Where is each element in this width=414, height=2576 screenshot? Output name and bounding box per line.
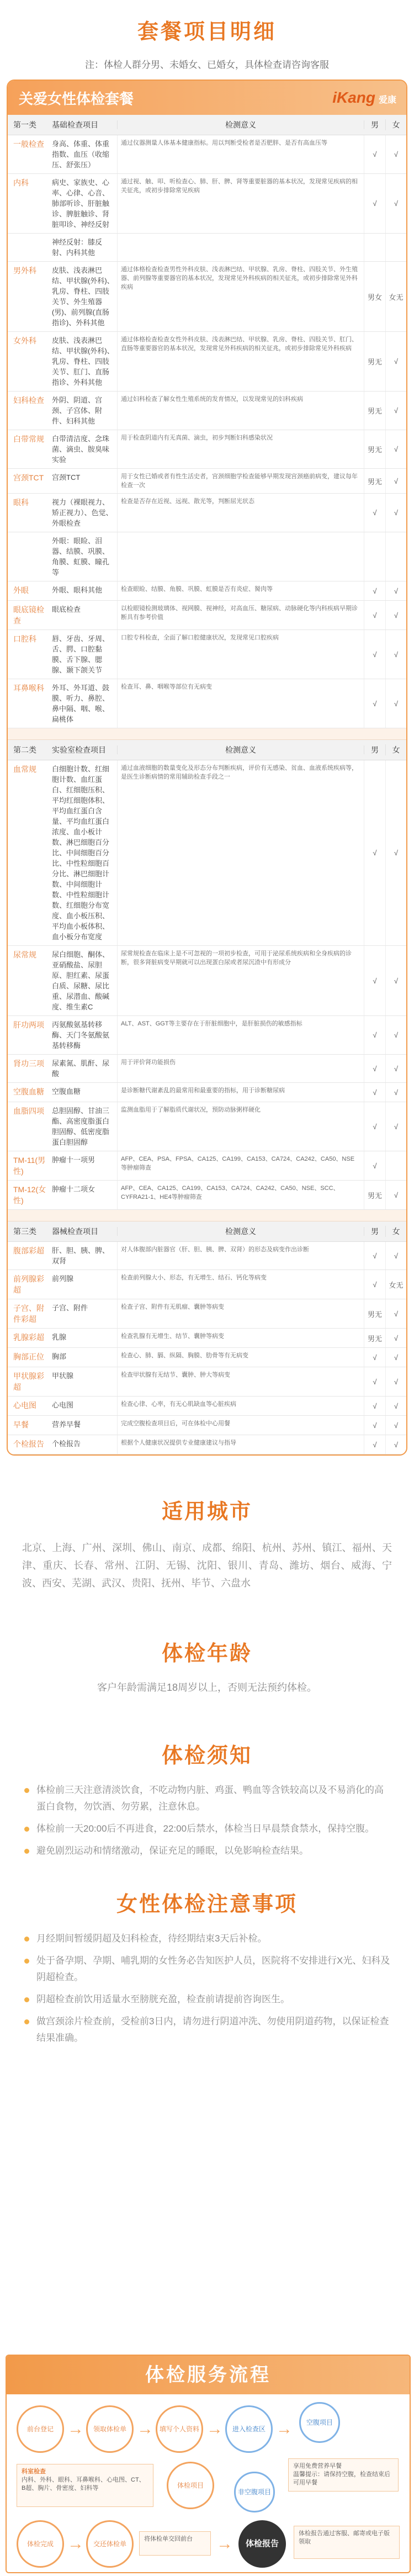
row-category — [8, 532, 50, 581]
row-female: √ — [385, 135, 406, 173]
row-items: 白细胞计数、红细胞计数、血红蛋白、红细胞压积、平均红细胞体积、平均血红蛋白含量、平均血红蛋白浓度、血小板计数、淋巴细胞百分比、中间细胞百分比、中性粒细胞百分比、淋巴细胞计数、中间细胞计数、中性粒细胞计数、红细胞分布宽度、血小板压积、平均血小板体积、血小板分布宽度 — [52, 765, 110, 941]
notice-item: 避免剧烈运动和情绪激动，保证充足的睡眠，以免影响检查结果。 — [22, 1843, 392, 1859]
row-meaning: 检查耳、鼻、咽喉等部位有无病变 — [117, 679, 364, 728]
section-basic — [8, 115, 406, 728]
row-male: 男无 — [367, 1191, 382, 1200]
table-row — [8, 1367, 406, 1397]
table-row — [8, 1016, 406, 1055]
row-meaning: 检查是否存在近视、远视、散光等，判断屈光状态 — [117, 494, 364, 532]
row-female: √ — [385, 1016, 406, 1054]
section-lab — [8, 740, 406, 1210]
col-meaning: 检测意义 — [117, 745, 364, 754]
flow-node-enter-area: 进入检查区 — [225, 2405, 273, 2453]
table-row — [8, 469, 406, 494]
table-row — [8, 679, 406, 728]
row-items: 唇、牙齿、牙周、舌、腭、口腔黏膜、舌下腺、腮腺、颞下颌关节 — [52, 634, 110, 674]
row-meaning: 检查子宫、附件有无肌瘤、囊肿等病变 — [117, 1299, 364, 1328]
package-name: 关爱女性体检套餐 — [19, 90, 134, 107]
row-items: 病史、家族史、心率、心律、心音、肺部听诊、肝脏触诊、脾脏触诊、肾脏叩诊、神经反射 — [52, 178, 110, 229]
table-header-device — [8, 1221, 406, 1242]
row-meaning: 尿常规检查在临床上是不可忽视的一项初步检查，可用于泌尿系统疾病和全身疾病的诊断，很多肾脏病变早期就可以出现蛋白尿或者尿沉渣中有形成分 — [117, 946, 364, 1015]
row-items: 肝、胆、胰、脾、双肾 — [52, 1246, 110, 1265]
table-header-basic — [8, 115, 406, 135]
brand-name: iKang — [332, 89, 375, 106]
row-female: √ — [385, 1367, 406, 1396]
col-items: 实验室检查项目 — [52, 745, 106, 754]
col-male: 男 — [371, 120, 379, 129]
table-row — [8, 1181, 406, 1210]
row-male: √ — [373, 1251, 377, 1260]
row-meaning: 通过妇科检查了解女性生殖系统的发育情况，以发现常见的妇科疾病 — [117, 392, 364, 430]
arrow-right-icon: → — [276, 2420, 293, 2438]
row-female: √ — [385, 1416, 406, 1435]
row-meaning: 根据个人健康状况提供专业健康建议与指导 — [117, 1435, 364, 1454]
cities-section — [0, 1494, 414, 1592]
row-items: 皮肤、浅表淋巴结、甲状腺(外科)、乳房、脊柱、四肢关节、外生殖器(男)、前列腺(直肠指诊)、外科其他 — [52, 266, 114, 327]
row-meaning: 用于女性已婚或者有性生活史者，宫颈细胞学检查能够早期发现宫颈癌前病变，建议每年检查一次 — [117, 469, 364, 493]
row-meaning: 通过体格检查检查女性外科皮肤、浅表淋巴结、甲状腺、乳房、脊柱、四肢关节、肛门、直肠等重要器官的基本状况，发现常见外科疾病的相关征兆，或初步排除常见外科疾病 — [117, 332, 364, 391]
row-male: 男女 — [367, 293, 382, 301]
row-female: √ — [385, 1181, 406, 1209]
row-items: 乳腺 — [52, 1333, 67, 1341]
row-female — [385, 234, 406, 261]
row-male: √ — [373, 699, 377, 708]
col-category: 第二类 — [13, 745, 36, 754]
row-female: √ — [385, 946, 406, 1015]
row-male: √ — [373, 1031, 377, 1039]
row-male: √ — [373, 586, 377, 595]
row-meaning: 检查乳腺有无增生、结节、囊肿等病变 — [117, 1329, 364, 1347]
col-category: 第一类 — [13, 120, 36, 129]
row-items: 眼底检查 — [52, 605, 81, 613]
row-items: 心电图 — [52, 1401, 74, 1409]
table-row — [8, 532, 406, 581]
table-row — [8, 262, 406, 332]
row-meaning: 检查心律、心率，有无心肌缺血等心脏疾病 — [117, 1397, 364, 1415]
row-female: √ — [385, 1299, 406, 1328]
table-row — [8, 494, 406, 532]
female-notice-section — [0, 1887, 414, 2046]
row-items: 外眼：眼睑、泪器、结膜、巩膜、角膜、虹膜、瞳孔等 — [52, 537, 110, 576]
row-male: 男无 — [367, 1310, 382, 1319]
row-male: √ — [373, 150, 377, 158]
table-row — [8, 430, 406, 469]
col-female: 女 — [385, 119, 406, 130]
row-female: 女无 — [385, 262, 406, 331]
section-device — [8, 1221, 406, 1454]
row-items: 外耳、外耳道、鼓膜、听力、鼻腔、鼻中隔、咽、喉、扁桃体 — [52, 684, 110, 723]
table-row — [8, 1348, 406, 1367]
row-category: TM-12(女性) — [13, 1185, 46, 1205]
row-meaning: 通过视、触、叩、听检查心、肺、肝、脾、肾等重要脏器的基本状况，发现常见疾病的相关征兆，或初步排除常见疾病 — [117, 174, 364, 233]
row-female: √ — [385, 679, 406, 728]
row-category: 早餐 — [13, 1420, 29, 1429]
row-male: √ — [373, 611, 377, 620]
flow-node-non-fasting: 非空腹项目 — [234, 2472, 275, 2512]
notice-list — [0, 1782, 414, 1859]
table-row — [8, 1397, 406, 1416]
row-male: 男无 — [367, 358, 382, 366]
row-items: 子宫、附件 — [52, 1304, 88, 1312]
row-male: 男无 — [367, 446, 382, 454]
row-male: √ — [373, 1421, 377, 1430]
table-row — [8, 234, 406, 262]
table-row — [8, 1270, 406, 1299]
col-female: 女 — [385, 1226, 406, 1237]
row-female: √ — [385, 1242, 406, 1270]
row-male: √ — [373, 1353, 377, 1362]
service-flow — [6, 2355, 411, 2573]
row-female: √ — [385, 1397, 406, 1415]
row-category: 个检报告 — [13, 1440, 44, 1448]
col-meaning: 检测意义 — [117, 1227, 364, 1236]
row-meaning: 以检眼镜检测玻璃体、视网膜、视神经，对高血压、糖尿病、动脉硬化等内科疾病早期诊断具有参考价值 — [117, 601, 364, 630]
notice-section — [0, 1738, 414, 1859]
table-row — [8, 332, 406, 392]
row-category: 心电图 — [13, 1401, 36, 1410]
row-meaning: 通过仪器测量人体基本健康指标。用以判断受检者是否肥胖、是否有高血压等 — [117, 135, 364, 173]
table-row — [8, 174, 406, 234]
table-row — [8, 1242, 406, 1270]
row-male: √ — [373, 1280, 377, 1289]
col-female: 女 — [385, 744, 406, 755]
submit-box — [139, 2531, 211, 2556]
row-items: 空腹血糖 — [52, 1087, 81, 1096]
col-items: 器械检查项目 — [52, 1226, 98, 1236]
flow-node-get-form: 领取体检单 — [86, 2405, 134, 2453]
breakfast-box — [288, 2458, 399, 2492]
row-male: √ — [373, 1440, 377, 1449]
row-female: √ — [385, 332, 406, 391]
row-items: 甲状腺 — [52, 1372, 74, 1380]
row-category: 女外科 — [13, 336, 36, 345]
table-row — [8, 581, 406, 601]
flow-node-exam: 体检项目 — [167, 2462, 214, 2509]
check-items-box — [17, 2464, 153, 2507]
page-title: 套餐项目明细 — [137, 20, 277, 44]
table-row — [8, 1151, 406, 1181]
row-female: √ — [385, 601, 406, 630]
row-meaning — [117, 234, 364, 261]
col-items: 基础检查项目 — [52, 120, 98, 129]
brand-logo — [332, 89, 396, 107]
row-female: √ — [385, 1083, 406, 1102]
row-category: 尿常规 — [13, 950, 36, 959]
table-row — [8, 1329, 406, 1348]
row-male — [364, 532, 385, 581]
table-row — [8, 135, 406, 174]
row-items: 视力（裸眼视力、矫正视力）、色觉、外眼检查 — [52, 498, 113, 527]
row-items: 前列腺 — [52, 1274, 74, 1283]
row-category: 甲状腺彩超 — [13, 1372, 44, 1392]
row-category: TM-11(男性) — [13, 1156, 46, 1176]
table-row — [8, 1299, 406, 1329]
notice-item: 体检前一天20:00后不再进食，22:00后禁水，体检当日早晨禁食禁水，保持空腹。 — [22, 1821, 392, 1837]
row-items: 宫颈TCT — [52, 473, 81, 482]
row-items: 皮肤、浅表淋巴结、甲状腺(外科)、乳房、脊柱、四肢关节、肛门、直肠指诊、外科其他 — [52, 336, 114, 387]
row-meaning: 通过血液细胞的数量变化及形态分布判断疾病，评价有无感染、贫血、血液系统疾病等，是医生诊断病情的常用辅助检查手段之一 — [117, 760, 364, 945]
row-category: 空腹血糖 — [13, 1087, 44, 1096]
row-items: 胸部 — [52, 1352, 67, 1361]
row-meaning: 用于评价肾功能损伤 — [117, 1055, 364, 1082]
cities-title: 适用城市 — [161, 1500, 252, 1524]
report-text: 体检报告通过客服、邮寄或电子版领取 — [299, 2530, 390, 2545]
row-category: 血脂四项 — [13, 1107, 44, 1115]
row-meaning: 是诊断糖代谢紊乱的最常用和最重要的指标，用于诊断糖尿病 — [117, 1083, 364, 1102]
col-male: 男 — [371, 1227, 379, 1236]
check-items-text: 内科、外科、眼科、耳鼻喉科、心电图、CT、B超、胸片、骨密度、妇科等 — [22, 2477, 145, 2492]
cities-list: 北京、上海、广州、深圳、佛山、南京、成都、绵阳、杭州、苏州、镇江、福州、天津、重庆、长春、常州、江阴、无锡、沈阳、银川、青岛、潍坊、烟台、威海、宁波、西安、芜湖、武汉、贵阳、抚州、毕节、六盘水 — [22, 1542, 392, 1589]
row-category: 腹部彩超 — [13, 1246, 44, 1255]
row-male: √ — [373, 1064, 377, 1073]
row-items: 个检报告 — [52, 1440, 81, 1448]
row-male: 男无 — [367, 1334, 382, 1343]
female-notice-item: 月经期间暂缓阴超及妇科检查，待经期结束3天后补检。 — [22, 1930, 392, 1947]
row-female: √ — [385, 469, 406, 493]
table-row — [8, 601, 406, 630]
row-category: 血常规 — [13, 765, 36, 774]
row-female: √ — [385, 1435, 406, 1454]
flow-node-fasting: 空腹项目 — [299, 2402, 340, 2443]
row-female: √ — [385, 430, 406, 468]
package-header — [8, 81, 406, 115]
row-female: √ — [385, 1102, 406, 1151]
row-male: √ — [373, 509, 377, 517]
age-section — [0, 1636, 414, 1694]
row-meaning: 完成空腹检查项目后，可在体检中心用餐 — [117, 1416, 364, 1435]
table-body-basic — [8, 135, 406, 728]
row-female: √ — [385, 392, 406, 430]
row-category: 宫颈TCT — [13, 473, 44, 482]
row-female: √ — [385, 1329, 406, 1347]
row-meaning: 检查前列腺大小、形态，有无增生、结石、钙化等病变 — [117, 1270, 364, 1299]
row-category: 内科 — [13, 178, 29, 187]
table-body-lab — [8, 760, 406, 1210]
flow-node-return-form: 交还体检单 — [86, 2520, 134, 2568]
row-female: √ — [385, 760, 406, 945]
table-row — [8, 1416, 406, 1435]
arrow-right-icon: → — [67, 2420, 84, 2438]
row-meaning — [117, 532, 364, 581]
row-category: 口腔科 — [13, 634, 36, 643]
row-meaning: 通过体格检查检查男性外科皮肤、浅表淋巴结、甲状腺、乳房、脊柱、四肢关节、外生殖器、前列腺等重要器官的基本状况，发现常见外科疾病的相关征兆，或初步排除常见外科疾病 — [117, 262, 364, 331]
row-female: √ — [385, 581, 406, 600]
row-male: √ — [373, 976, 377, 985]
row-male — [364, 234, 385, 261]
arrow-right-icon: → — [137, 2420, 153, 2438]
row-items: 神经反射：膝反射、内科其他 — [52, 238, 103, 257]
warm-tips-text: 温馨提示：请保持空腹，检查结束后可用早餐 — [293, 2471, 390, 2486]
table-row — [8, 946, 406, 1016]
notice-item: 体检前三天注意清淡饮食，不吃动物内脏、鸡蛋、鸭血等含铁较高以及不易消化的高蛋白食物，勿饮酒、勿劳累，注意休息。 — [22, 1782, 392, 1815]
row-category: 一般检查 — [13, 140, 44, 149]
table-row — [8, 1083, 406, 1102]
row-items: 营养早餐 — [52, 1420, 81, 1429]
row-items: 总胆固醇、甘油三酯、高密度脂蛋白胆固醇、低密度脂蛋白胆固醇 — [52, 1107, 110, 1146]
female-notice-title: 女性体检注意事项 — [116, 1893, 298, 1916]
row-items: 丙氨酸氨基转移酶、天门冬氨酸氨基转移酶 — [52, 1020, 110, 1050]
row-female — [385, 532, 406, 581]
table-body-device — [8, 1242, 406, 1454]
row-meaning: 检查心、肺、膈、纵隔、胸膜、肋骨等有无病变 — [117, 1348, 364, 1367]
table-row — [8, 630, 406, 679]
table-row — [8, 392, 406, 430]
row-female: √ — [385, 1055, 406, 1082]
arrow-right-icon: → — [206, 2420, 223, 2438]
notice-title: 体检须知 — [161, 1744, 252, 1768]
row-female: √ — [385, 1348, 406, 1367]
table-header-lab — [8, 740, 406, 760]
submit-text: 将体检单交回前台 — [144, 2536, 193, 2542]
brand-name-cn: 爱康 — [378, 96, 396, 105]
age-text: 客户年龄需满足18周岁以上，否则无法预约体检。 — [97, 1682, 317, 1693]
row-items: 身高、体重、体重指数、血压（收缩压、舒张压） — [52, 140, 110, 169]
breakfast-text: 享用免费营养早餐 — [293, 2463, 342, 2469]
row-meaning: AFP、CEA、PSA、FPSA、CA125、CA199、CA153、CA724、CA242、CA50、NSE等肿瘤筛查 — [117, 1151, 364, 1180]
row-category: 男外科 — [13, 266, 36, 275]
row-meaning: 用于检查阴道内有无真菌、滴虫，初步判断妇科感染状况 — [117, 430, 364, 468]
row-meaning: 检查甲状腺有无结节、囊肿、肿大等病变 — [117, 1367, 364, 1396]
table-row — [8, 1435, 406, 1454]
header-note: 注：体检人群分男、未婚女、已婚女，具体检查请咨询客服 — [85, 60, 329, 70]
section-gap — [8, 728, 406, 740]
row-meaning: 口腔专科检查，全面了解口腔健康状况，发现常见口腔疾病 — [117, 630, 364, 679]
age-title: 体检年龄 — [161, 1642, 252, 1665]
row-female: √ — [385, 630, 406, 679]
flow-node-reception: 前台登记 — [17, 2405, 64, 2453]
section-gap — [8, 1210, 406, 1221]
row-category: 肾功三项 — [13, 1059, 44, 1068]
row-meaning: 检查眼睑、结膜、角膜、巩膜、虹膜是否有炎症、胬肉等 — [117, 581, 364, 600]
row-category: 耳鼻喉科 — [13, 684, 44, 692]
table-row — [8, 1102, 406, 1151]
row-category: 白带常规 — [13, 435, 44, 443]
row-male: √ — [373, 849, 377, 857]
row-male: 男无 — [367, 407, 382, 415]
flow-node-report: 体检报告 — [238, 2520, 286, 2568]
row-items: 尿白细胞、酮体、亚硝酸盐、尿胆原、胆红素、尿蛋白质、尿糖、尿比重、尿潜血、酸碱度、维生素C — [52, 950, 110, 1011]
row-male: √ — [373, 1088, 377, 1097]
header — [0, 0, 414, 76]
row-items: 肿瘤十二项女 — [52, 1185, 95, 1193]
row-category: 乳腺彩超 — [13, 1333, 44, 1342]
row-items: 外阴、阴道、宫颈、子宫体、附件、妇科其他 — [52, 396, 103, 425]
female-notice-item: 阴超检查前饮用适量水至膀胱充盈，检查前请提前咨询医生。 — [22, 1991, 392, 2008]
row-male: 男无 — [367, 477, 382, 486]
row-items: 尿素氮、肌酐、尿酸 — [52, 1059, 110, 1078]
flow-title: 体检服务流程 — [7, 2356, 410, 2394]
row-category: 肝功两项 — [13, 1020, 44, 1029]
row-male: √ — [373, 1377, 377, 1386]
row-items: 白带清洁度、念珠菌、滴虫、胺臭味实验 — [52, 435, 110, 464]
col-category: 第三类 — [13, 1227, 36, 1236]
row-meaning: 对人体腹部内脏器官（肝、胆、胰、脾、双肾）的形态及病变作出诊断 — [117, 1242, 364, 1270]
row-category: 眼科 — [13, 498, 29, 507]
row-meaning: ALT、AST、GGT等主要存在于肝脏细胞中，是肝脏损伤的敏感指标 — [117, 1016, 364, 1054]
row-category: 子宫、附件彩超 — [13, 1304, 44, 1324]
row-items: 外眼、眼科其他 — [52, 586, 103, 594]
row-male: √ — [373, 199, 377, 208]
col-male: 男 — [371, 745, 379, 754]
row-category: 前列腺彩超 — [13, 1274, 44, 1294]
row-meaning: AFP、CEA、CA125、CA199、CA153、CA724、CA242、CA50、NSE、SCC、CYFRA21-1、HE4等肿瘤筛查 — [117, 1181, 364, 1209]
row-male: √ — [373, 1161, 377, 1170]
row-male: √ — [373, 650, 377, 659]
col-meaning: 检测意义 — [117, 120, 364, 129]
row-category — [8, 234, 50, 261]
row-female — [385, 1151, 406, 1180]
row-female: √ — [385, 174, 406, 233]
flow-node-complete: 体检完成 — [17, 2520, 64, 2568]
row-category: 胸部正位 — [13, 1352, 44, 1361]
row-items: 肿瘤十一项男 — [52, 1156, 95, 1164]
row-male: √ — [373, 1122, 377, 1131]
female-notice-item: 处于备孕期、孕期、哺乳期的女性务必告知医护人员，医院将不安排进行X光、妇科及阴超检查。 — [22, 1953, 392, 1986]
row-male: √ — [373, 1401, 377, 1410]
row-category: 外眼 — [13, 586, 29, 595]
table-row — [8, 760, 406, 946]
row-female: 女无 — [385, 1270, 406, 1299]
report-box — [294, 2526, 400, 2559]
row-category: 眼底镜检查 — [13, 605, 44, 625]
package-card — [7, 80, 407, 1456]
arrow-right-icon: → — [216, 2535, 233, 2553]
table-row — [8, 1055, 406, 1083]
row-meaning: 监测血脂用于了解脂质代谢状况，预防动脉粥样硬化 — [117, 1102, 364, 1151]
arrow-right-icon: → — [67, 2535, 84, 2553]
flow-node-fill-info: 填写个人资料 — [156, 2405, 203, 2453]
female-notice-item: 做宫颈涂片检查前，受检前3日内，请勿进行阴道冲洗、勿使用阴道药物，以保证检查结果准确。 — [22, 2013, 392, 2046]
check-items-title: 科室检查 — [22, 2468, 46, 2475]
female-notice-list — [0, 1930, 414, 2046]
row-female: √ — [385, 494, 406, 532]
row-category: 妇科检查 — [13, 396, 44, 405]
